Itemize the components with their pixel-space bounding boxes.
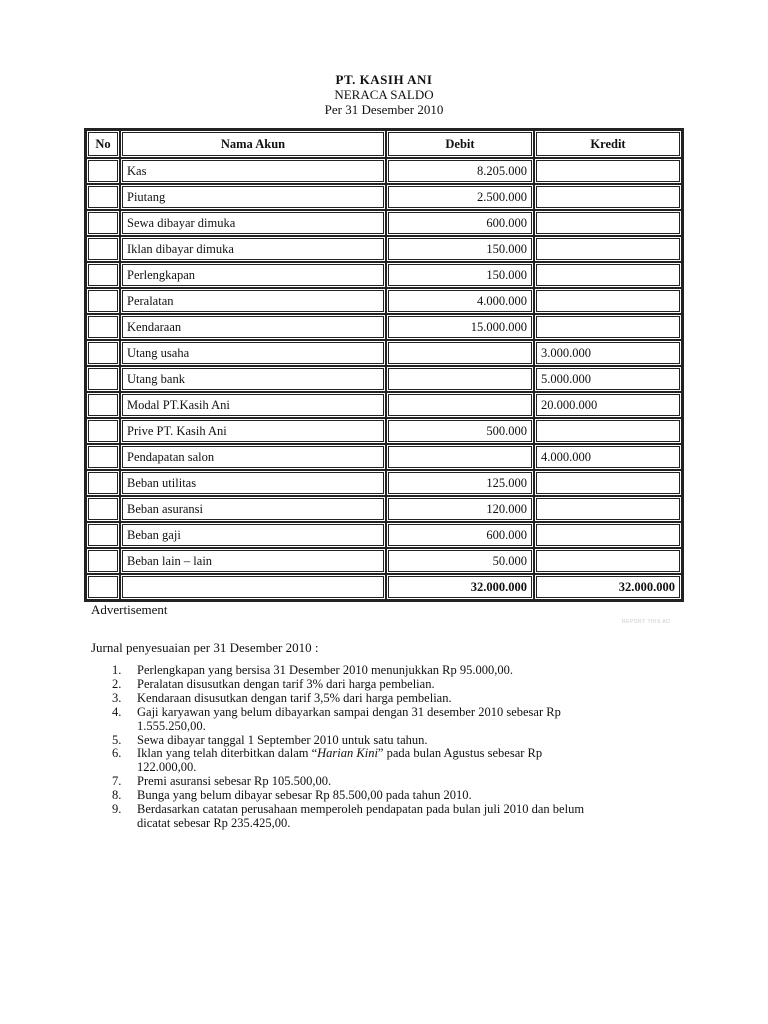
row-no-cell <box>86 158 120 184</box>
table-row <box>86 522 682 548</box>
list-item-text: Berdasarkan catatan perusahaan memperoleh pendapatan pada bulan juli 2010 dan belum <box>137 802 585 817</box>
list-item-text-continued: 1.555.250,00. <box>137 718 206 733</box>
credit-cell: 3.000.000 <box>534 340 682 366</box>
debit-cell: 2.500.000 <box>386 184 534 210</box>
table-body <box>86 158 682 600</box>
list-item-text-continued: dicatat sebesar Rp 235.425,00. <box>137 815 291 830</box>
document-title: NERACA SALDO <box>334 87 434 102</box>
account-name-cell: Peralatan <box>120 288 386 314</box>
row-no-cell <box>86 366 120 392</box>
column-header-no: No <box>86 130 120 158</box>
debit-cell: 8.205.000 <box>386 158 534 184</box>
advertisement-label: Advertisement <box>91 602 168 617</box>
table-row <box>86 210 682 236</box>
row-no-cell <box>86 496 120 522</box>
company-name: PT. KASIH ANI <box>335 72 433 87</box>
account-name-cell: Sewa dibayar dimuka <box>120 210 386 236</box>
account-name-cell: Kendaraan <box>120 314 386 340</box>
total-credit-cell: 32.000.000 <box>534 574 682 600</box>
document-period: Per 31 Desember 2010 <box>324 102 444 117</box>
credit-cell: 4.000.000 <box>534 444 682 470</box>
trial-balance-table-wrapper <box>84 128 684 602</box>
list-item-text: Perlengkapan yang bersisa 31 Desember 2010 menunjukkan Rp 95.000,00. <box>137 663 513 677</box>
row-no-cell <box>86 314 120 340</box>
journal-intro: Jurnal penyesuaian per 31 Desember 2010 : <box>91 640 319 655</box>
table-row <box>86 548 682 574</box>
credit-cell <box>534 548 682 574</box>
credit-cell <box>534 262 682 288</box>
table-row <box>86 392 682 418</box>
total-label-cell <box>120 574 386 600</box>
list-item-number: 9. <box>112 802 122 817</box>
row-no-cell <box>86 184 120 210</box>
debit-cell: 500.000 <box>386 418 534 444</box>
list-item-text-part: Iklan yang telah diterbitkan dalam “ <box>137 746 318 761</box>
list-item-text: Gaji karyawan yang belum dibayarkan sampai dengan 31 desember 2010 sebesar Rp <box>137 704 561 719</box>
debit-cell: 15.000.000 <box>386 314 534 340</box>
report-ad-link[interactable]: REPORT THIS AD <box>622 619 671 625</box>
debit-cell: 125.000 <box>386 470 534 496</box>
table-row <box>86 314 682 340</box>
table-row <box>86 158 682 184</box>
column-header-credit: Kredit <box>534 130 682 158</box>
total-debit-cell: 32.000.000 <box>386 574 534 600</box>
list-item <box>92 747 692 775</box>
list-item-number: 6. <box>112 746 122 761</box>
list-item-text: Kendaraan disusutkan dengan tarif 3,5% dari harga pembelian. <box>137 690 452 705</box>
credit-cell <box>534 314 682 340</box>
debit-cell <box>386 340 534 366</box>
account-name-cell: Piutang <box>120 184 386 210</box>
total-no-cell <box>86 574 120 600</box>
table-row <box>86 288 682 314</box>
list-item-number: 2. <box>112 676 122 691</box>
debit-cell: 120.000 <box>386 496 534 522</box>
account-name-cell: Kas <box>120 158 386 184</box>
credit-cell <box>534 522 682 548</box>
adjusting-entries-list <box>92 664 692 831</box>
debit-cell: 600.000 <box>386 210 534 236</box>
credit-cell: 20.000.000 <box>534 392 682 418</box>
row-no-cell <box>86 470 120 496</box>
account-name-cell: Beban asuransi <box>120 496 386 522</box>
account-name-cell: Perlengkapan <box>120 262 386 288</box>
account-name-cell: Utang usaha <box>120 340 386 366</box>
account-name-cell: Beban gaji <box>120 522 386 548</box>
column-header-account-name: Nama Akun <box>120 130 386 158</box>
row-no-cell <box>86 444 120 470</box>
account-name-cell: Pendapatan salon <box>120 444 386 470</box>
table-header-row <box>86 130 682 158</box>
list-item <box>92 706 692 734</box>
credit-cell <box>534 470 682 496</box>
credit-cell <box>534 496 682 522</box>
list-item <box>92 734 692 748</box>
row-no-cell <box>86 548 120 574</box>
row-no-cell <box>86 262 120 288</box>
account-name-cell: Prive PT. Kasih Ani <box>120 418 386 444</box>
table-row <box>86 366 682 392</box>
account-name-cell: Beban lain – lain <box>120 548 386 574</box>
table-row <box>86 262 682 288</box>
debit-cell: 150.000 <box>386 262 534 288</box>
row-no-cell <box>86 288 120 314</box>
debit-cell: 150.000 <box>386 236 534 262</box>
credit-cell <box>534 184 682 210</box>
credit-cell <box>534 210 682 236</box>
list-item-text: Peralatan disusutkan dengan tarif 3% dari harga pembelian. <box>137 676 435 691</box>
debit-cell <box>386 444 534 470</box>
row-no-cell <box>86 340 120 366</box>
list-item-number: 4. <box>112 704 122 719</box>
table-row <box>86 236 682 262</box>
list-item-text: Premi asuransi sebesar Rp 105.500,00. <box>137 774 332 789</box>
debit-cell <box>386 392 534 418</box>
list-item-number: 7. <box>112 774 122 789</box>
row-no-cell <box>86 236 120 262</box>
credit-cell <box>534 418 682 444</box>
table-row <box>86 496 682 522</box>
account-name-cell: Utang bank <box>120 366 386 392</box>
list-item <box>92 692 692 706</box>
list-item-number: 1. <box>112 663 122 677</box>
debit-cell: 4.000.000 <box>386 288 534 314</box>
column-header-debit: Debit <box>386 130 534 158</box>
list-item-number: 8. <box>112 788 122 803</box>
list-item-text: Sewa dibayar tanggal 1 September 2010 untuk satu tahun. <box>137 732 428 747</box>
table-row <box>86 184 682 210</box>
table-row <box>86 418 682 444</box>
credit-cell: 5.000.000 <box>534 366 682 392</box>
row-no-cell <box>86 522 120 548</box>
credit-cell <box>534 158 682 184</box>
list-item-number: 3. <box>112 690 122 705</box>
list-item-text-part: ” pada bulan Agustus sebesar Rp <box>377 746 543 761</box>
list-item-text: Bunga yang belum dibayar sebesar Rp 85.500,00 pada tahun 2010. <box>137 788 472 803</box>
debit-cell: 50.000 <box>386 548 534 574</box>
publication-name: Harian Kini <box>317 746 378 761</box>
list-item <box>92 803 692 831</box>
credit-cell <box>534 236 682 262</box>
document-header <box>0 72 768 117</box>
list-item <box>92 664 692 678</box>
list-item-text-continued: 122.000,00. <box>137 760 197 775</box>
debit-cell: 600.000 <box>386 522 534 548</box>
row-no-cell <box>86 392 120 418</box>
account-name-cell: Beban utilitas <box>120 470 386 496</box>
list-item <box>92 789 692 803</box>
list-item-number: 5. <box>112 732 122 747</box>
list-item <box>92 678 692 692</box>
debit-cell <box>386 366 534 392</box>
trial-balance-table <box>84 128 684 602</box>
table-row <box>86 470 682 496</box>
list-item <box>92 775 692 789</box>
credit-cell <box>534 288 682 314</box>
row-no-cell <box>86 418 120 444</box>
row-no-cell <box>86 210 120 236</box>
account-name-cell: Iklan dibayar dimuka <box>120 236 386 262</box>
table-row <box>86 340 682 366</box>
table-total-row <box>86 574 682 600</box>
table-row <box>86 444 682 470</box>
list-item-text <box>137 747 692 761</box>
account-name-cell: Modal PT.Kasih Ani <box>120 392 386 418</box>
